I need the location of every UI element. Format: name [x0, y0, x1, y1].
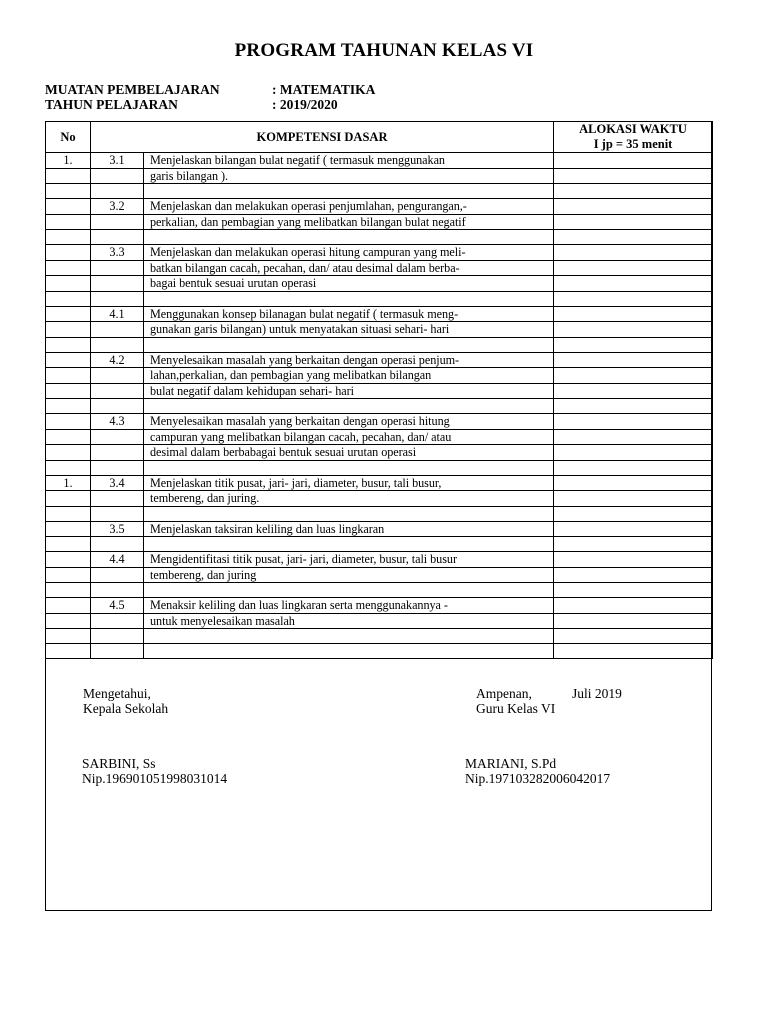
- table-row: [46, 460, 713, 475]
- row-alokasi: [554, 613, 713, 629]
- row-kompetensi-text: lahan,perkalian, dan pembagian yang melibatkan bilangan: [144, 368, 554, 384]
- row-kompetensi-text: [144, 230, 554, 245]
- table-row: [46, 337, 713, 352]
- table-row: [46, 429, 713, 445]
- row-code: [91, 491, 144, 507]
- table-row: [46, 644, 713, 659]
- row-alokasi: [554, 629, 713, 644]
- row-no: [46, 491, 91, 507]
- row-code: [91, 368, 144, 384]
- row-kompetensi-text: desimal dalam berbabagai bentuk sesuai urutan operasi: [144, 445, 554, 461]
- row-kompetensi-text: Menjelaskan titik pusat, jari- jari, diameter, busur, tali busur,: [144, 475, 554, 491]
- row-code: [91, 168, 144, 184]
- row-code: 3.1: [91, 153, 144, 169]
- row-alokasi: [554, 567, 713, 583]
- table-row: [46, 291, 713, 306]
- row-no: [46, 567, 91, 583]
- row-no: [46, 521, 91, 537]
- row-alokasi: [554, 368, 713, 384]
- row-kompetensi-text: untuk menyelesaikan masalah: [144, 613, 554, 629]
- row-alokasi: [554, 260, 713, 276]
- row-code: [91, 583, 144, 598]
- table-row: [46, 521, 713, 537]
- date-label: Juli 2019: [572, 686, 622, 701]
- row-kompetensi-text: Menyelesaikan masalah yang berkaitan dengan operasi penjum-: [144, 352, 554, 368]
- row-alokasi: [554, 644, 713, 659]
- row-kompetensi-text: tembereng, dan juring.: [144, 491, 554, 507]
- row-code: [91, 506, 144, 521]
- muatan-value: : MATEMATIKA: [272, 82, 376, 97]
- row-no: [46, 383, 91, 399]
- table-row: [46, 537, 713, 552]
- row-alokasi: [554, 352, 713, 368]
- row-no: 1.: [46, 475, 91, 491]
- table-row: [46, 414, 713, 430]
- row-alokasi: [554, 245, 713, 261]
- row-code: [91, 291, 144, 306]
- table-row: [46, 214, 713, 230]
- row-alokasi: [554, 276, 713, 292]
- table-row: [46, 368, 713, 384]
- row-alokasi: [554, 445, 713, 461]
- row-code: [91, 337, 144, 352]
- row-no: [46, 598, 91, 614]
- table-row: [46, 153, 713, 169]
- guru-nip: Nip.197103282006042017: [465, 771, 611, 786]
- row-alokasi: [554, 429, 713, 445]
- row-code: [91, 629, 144, 644]
- row-no: [46, 245, 91, 261]
- row-kompetensi-text: tembereng, dan juring: [144, 567, 554, 583]
- row-code: [91, 184, 144, 199]
- row-no: [46, 230, 91, 245]
- row-no: [46, 306, 91, 322]
- row-code: [91, 537, 144, 552]
- row-no: [46, 552, 91, 568]
- row-kompetensi-text: bulat negatif dalam kehidupan sehari- hari: [144, 383, 554, 399]
- table-row: [46, 276, 713, 292]
- row-no: [46, 368, 91, 384]
- row-no: [46, 583, 91, 598]
- row-alokasi: [554, 214, 713, 230]
- row-alokasi: [554, 414, 713, 430]
- row-code: [91, 214, 144, 230]
- row-code: [91, 460, 144, 475]
- row-no: [46, 506, 91, 521]
- row-alokasi: [554, 460, 713, 475]
- kompetensi-table: [45, 121, 713, 659]
- row-kompetensi-text: [144, 506, 554, 521]
- table-header-row: [46, 122, 713, 153]
- row-kompetensi-text: [144, 537, 554, 552]
- row-alokasi: [554, 184, 713, 199]
- row-alokasi: [554, 506, 713, 521]
- row-kompetensi-text: Menjelaskan dan melakukan operasi hitung campuran yang meli-: [144, 245, 554, 261]
- row-kompetensi-text: bagai bentuk sesuai urutan operasi: [144, 276, 554, 292]
- row-no: [46, 537, 91, 552]
- row-no: [46, 214, 91, 230]
- row-kompetensi-text: garis bilangan ).: [144, 168, 554, 184]
- row-no: [46, 399, 91, 414]
- row-kompetensi-text: gunakan garis bilangan) untuk menyatakan situasi sehari- hari: [144, 322, 554, 338]
- row-no: [46, 445, 91, 461]
- row-no: [46, 414, 91, 430]
- table-row: [46, 260, 713, 276]
- header-alokasi-line2: I jp = 35 menit: [593, 137, 673, 151]
- guru-kelas-label: Guru Kelas VI: [476, 701, 556, 716]
- table-row: [46, 629, 713, 644]
- row-alokasi: [554, 153, 713, 169]
- row-code: [91, 276, 144, 292]
- row-kompetensi-text: [144, 337, 554, 352]
- row-alokasi: [554, 491, 713, 507]
- table-row: [46, 230, 713, 245]
- row-kompetensi-text: Menaksir keliling dan luas lingkaran serta menggunakannya -: [144, 598, 554, 614]
- document-title: PROGRAM TAHUNAN KELAS VI: [234, 40, 534, 61]
- row-alokasi: [554, 521, 713, 537]
- row-code: 3.4: [91, 475, 144, 491]
- guru-name: MARIANI, S.Pd: [465, 756, 557, 771]
- row-alokasi: [554, 168, 713, 184]
- table-body: [46, 153, 713, 659]
- row-kompetensi-text: [144, 644, 554, 659]
- row-no: [46, 291, 91, 306]
- row-code: 4.1: [91, 306, 144, 322]
- row-kompetensi-text: Mengidentifitasi titik pusat, jari- jari, diameter, busur, tali busur: [144, 552, 554, 568]
- row-code: 3.3: [91, 245, 144, 261]
- row-alokasi: [554, 383, 713, 399]
- row-alokasi: [554, 583, 713, 598]
- row-kompetensi-text: Menjelaskan taksiran keliling dan luas lingkaran: [144, 521, 554, 537]
- tahun-label: TAHUN PELAJARAN: [45, 97, 178, 112]
- table-row: [46, 475, 713, 491]
- header-kompetensi: KOMPETENSI DASAR: [91, 122, 554, 153]
- table-row: [46, 352, 713, 368]
- row-alokasi: [554, 598, 713, 614]
- kepala-sekolah-nip: Nip.196901051998031014: [82, 771, 228, 786]
- row-no: [46, 168, 91, 184]
- row-code: [91, 230, 144, 245]
- row-code: 4.2: [91, 352, 144, 368]
- header-alokasi: [554, 122, 713, 153]
- mengetahui-label: Mengetahui,: [83, 686, 151, 701]
- row-kompetensi-text: Menjelaskan dan melakukan operasi penjumlahan, pengurangan,-: [144, 199, 554, 215]
- row-code: [91, 260, 144, 276]
- table-row: [46, 552, 713, 568]
- row-kompetensi-text: Menggunakan konsep bilanagan bulat negatif ( termasuk meng-: [144, 306, 554, 322]
- table-row: [46, 168, 713, 184]
- row-alokasi: [554, 322, 713, 338]
- table-row: [46, 613, 713, 629]
- row-alokasi: [554, 475, 713, 491]
- table-row: [46, 583, 713, 598]
- row-code: [91, 644, 144, 659]
- row-alokasi: [554, 337, 713, 352]
- table-row: [46, 245, 713, 261]
- row-no: [46, 184, 91, 199]
- row-no: [46, 322, 91, 338]
- row-code: [91, 399, 144, 414]
- table-row: [46, 383, 713, 399]
- row-kompetensi-text: batkan bilangan cacah, pecahan, dan/ atau desimal dalam berba-: [144, 260, 554, 276]
- row-no: 1.: [46, 153, 91, 169]
- row-no: [46, 260, 91, 276]
- kepala-sekolah-label: Kepala Sekolah: [83, 701, 169, 716]
- row-no: [46, 429, 91, 445]
- row-alokasi: [554, 291, 713, 306]
- row-kompetensi-text: campuran yang melibatkan bilangan cacah, pecahan, dan/ atau: [144, 429, 554, 445]
- row-alokasi: [554, 552, 713, 568]
- row-kompetensi-text: [144, 184, 554, 199]
- row-no: [46, 613, 91, 629]
- table-row: [46, 598, 713, 614]
- row-no: [46, 337, 91, 352]
- row-alokasi: [554, 199, 713, 215]
- kepala-sekolah-name: SARBINI, Ss: [82, 756, 156, 771]
- table-row: [46, 491, 713, 507]
- table-row: [46, 322, 713, 338]
- tahun-value: : 2019/2020: [272, 97, 338, 112]
- row-no: [46, 629, 91, 644]
- table-row: [46, 399, 713, 414]
- row-alokasi: [554, 306, 713, 322]
- table-row: [46, 506, 713, 521]
- row-kompetensi-text: [144, 583, 554, 598]
- row-kompetensi-text: [144, 629, 554, 644]
- row-code: [91, 322, 144, 338]
- row-no: [46, 352, 91, 368]
- row-kompetensi-text: [144, 291, 554, 306]
- row-alokasi: [554, 399, 713, 414]
- row-code: [91, 567, 144, 583]
- row-code: [91, 429, 144, 445]
- muatan-label: MUATAN PEMBELAJARAN: [45, 82, 220, 97]
- row-kompetensi-text: Menjelaskan bilangan bulat negatif ( termasuk menggunakan: [144, 153, 554, 169]
- row-code: [91, 383, 144, 399]
- table-row: [46, 199, 713, 215]
- row-no: [46, 644, 91, 659]
- table-row: [46, 567, 713, 583]
- row-code: 4.4: [91, 552, 144, 568]
- row-kompetensi-text: [144, 399, 554, 414]
- row-code: [91, 613, 144, 629]
- row-code: 4.5: [91, 598, 144, 614]
- row-code: 3.2: [91, 199, 144, 215]
- row-code: 4.3: [91, 414, 144, 430]
- place-label: Ampenan,: [476, 686, 532, 701]
- row-kompetensi-text: [144, 460, 554, 475]
- table-row: [46, 184, 713, 199]
- row-no: [46, 276, 91, 292]
- row-alokasi: [554, 230, 713, 245]
- row-code: [91, 445, 144, 461]
- row-kompetensi-text: perkalian, dan pembagian yang melibatkan bilangan bulat negatif: [144, 214, 554, 230]
- header-alokasi-line1: ALOKASI WAKTU: [579, 122, 687, 136]
- table-row: [46, 445, 713, 461]
- row-no: [46, 460, 91, 475]
- header-no: No: [46, 122, 91, 153]
- row-code: 3.5: [91, 521, 144, 537]
- row-kompetensi-text: Menyelesaikan masalah yang berkaitan dengan operasi hitung: [144, 414, 554, 430]
- row-alokasi: [554, 537, 713, 552]
- table-row: [46, 306, 713, 322]
- row-no: [46, 199, 91, 215]
